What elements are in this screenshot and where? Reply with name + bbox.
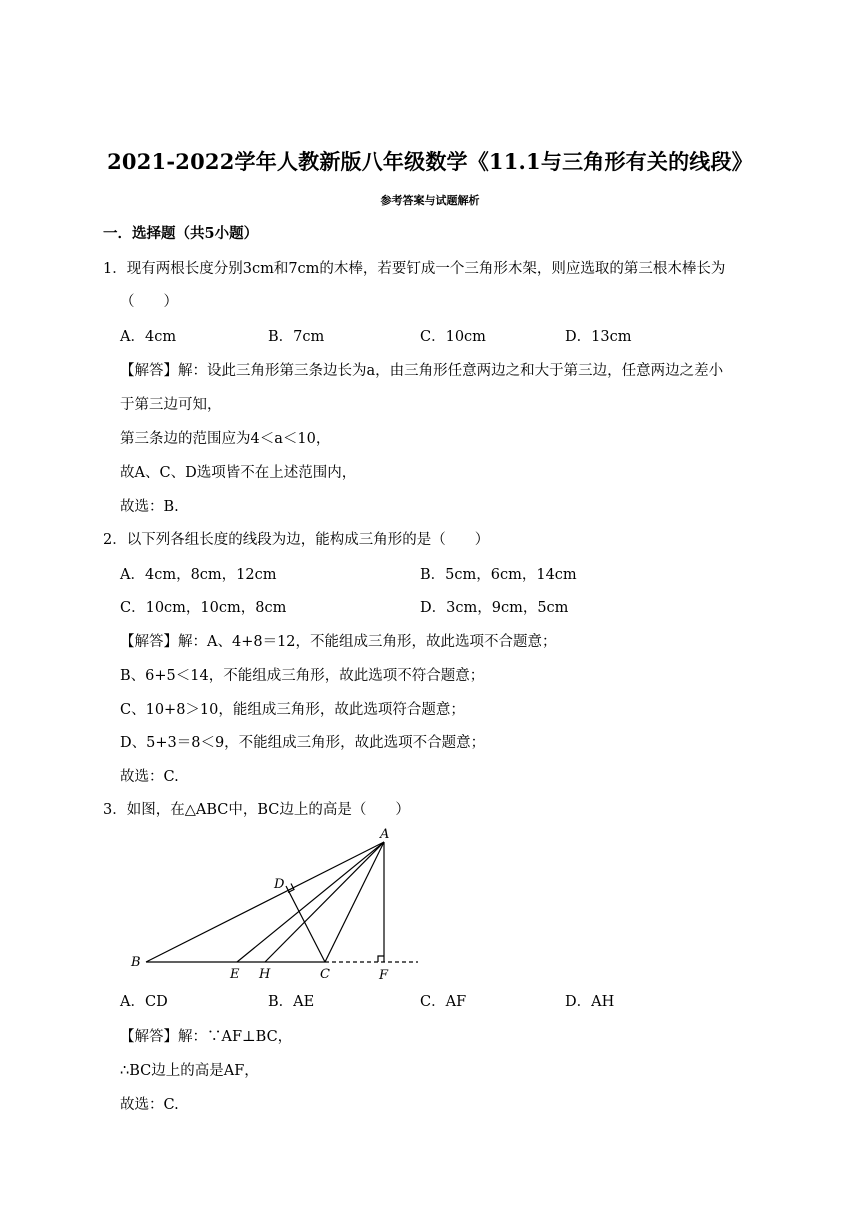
q1-stem-line1: 1．现有两根长度分别3cm和7cm的木棒，若要钉成一个三角形木架，则应选取的第三根木棒长为 bbox=[103, 261, 726, 277]
q1-solution-line2: 于第三边可知， bbox=[120, 397, 222, 413]
q2-solution-line3: C、10+8＞10，能组成三角形，故此选项符合题意； bbox=[120, 702, 465, 718]
q2-option-d: D．3cm，9cm，5cm bbox=[420, 600, 569, 616]
q1-option-c: C．10cm bbox=[420, 329, 486, 345]
q2-solution-line2: B、6+5＜14，不能组成三角形，故此选项不符合题意； bbox=[120, 668, 485, 684]
q2-option-a: A．4cm，8cm，12cm bbox=[120, 567, 277, 583]
segment-ab bbox=[146, 842, 384, 962]
q3-option-b: B．AE bbox=[268, 994, 315, 1010]
q3-solution-line1: 【解答】解：∵AF⊥BC， bbox=[120, 1029, 293, 1045]
q3-solution-line2: ∴BC边上的高是AF， bbox=[120, 1063, 259, 1079]
right-angle-f bbox=[378, 956, 384, 962]
q1-solution-line3: 第三条边的范围应为4＜a＜10， bbox=[120, 431, 331, 447]
q1-solution-line4: 故A、C、D选项皆不在上述范围内， bbox=[120, 465, 357, 481]
q2-option-c: C．10cm，10cm，8cm bbox=[120, 600, 287, 616]
segment-ac bbox=[325, 842, 384, 962]
q1-solution-line1: 【解答】解：设此三角形第三条边长为a，由三角形任意两边之和大于第三边，任意两边之差小 bbox=[120, 363, 724, 379]
label-c: C bbox=[320, 967, 330, 982]
q3-option-c: C．AF bbox=[420, 994, 467, 1010]
q1-option-b: B．7cm bbox=[268, 329, 325, 345]
q3-option-d: D．AH bbox=[565, 994, 615, 1010]
q3-option-a: A．CD bbox=[120, 994, 168, 1010]
segment-ae bbox=[237, 842, 384, 962]
q2-stem: 2．以下列各组长度的线段为边，能构成三角形的是（ ） bbox=[103, 532, 490, 548]
q2-solution-line5: 故选：C. bbox=[120, 769, 179, 785]
triangle-figure bbox=[0, 822, 860, 982]
segment-ah bbox=[265, 842, 384, 962]
label-f: F bbox=[379, 968, 389, 982]
section-heading: 一．选择题（共5小题） bbox=[103, 225, 259, 242]
q1-solution-line5: 故选：B. bbox=[120, 499, 179, 515]
label-d: D bbox=[274, 877, 285, 892]
q2-solution-line1: 【解答】解：A、4+8＝12，不能组成三角形，故此选项不合题意； bbox=[120, 634, 557, 650]
q2-option-b: B．5cm，6cm，14cm bbox=[420, 567, 577, 583]
page-title: 2021-2022学年人教新版八年级数学《11.1与三角形有关的线段》 bbox=[107, 149, 753, 174]
q3-stem: 3．如图，在△ABC中，BC边上的高是（ ） bbox=[103, 802, 410, 818]
label-e: E bbox=[230, 967, 240, 982]
label-a: A bbox=[380, 827, 390, 842]
label-b: B bbox=[131, 955, 141, 970]
q1-option-a: A．4cm bbox=[120, 329, 177, 345]
q3-solution-line3: 故选：C. bbox=[120, 1097, 179, 1113]
q2-solution-line4: D、5+3＝8＜9，不能组成三角形，故此选项不合题意； bbox=[120, 735, 486, 751]
segment-cd bbox=[286, 886, 325, 962]
page-subtitle: 参考答案与试题解析 bbox=[380, 194, 480, 207]
q1-stem-line2: （ ） bbox=[120, 294, 178, 310]
q1-option-d: D．13cm bbox=[565, 329, 632, 345]
label-h: H bbox=[259, 967, 271, 982]
